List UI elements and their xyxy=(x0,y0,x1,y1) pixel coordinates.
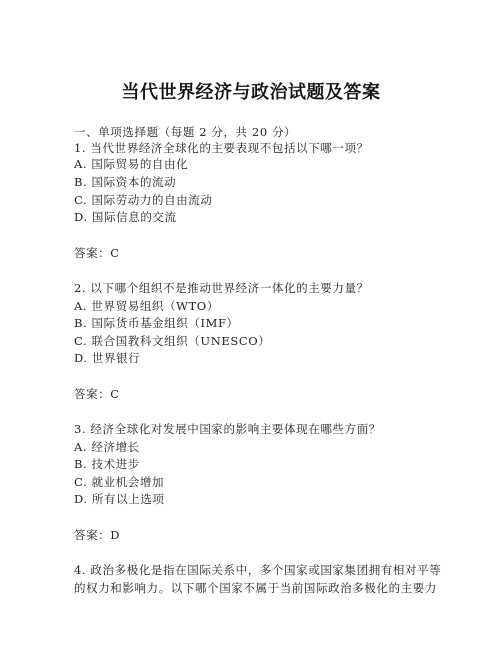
section-heading: 一、单项选择题（每题 2 分，共 20 分） xyxy=(74,125,297,139)
document-title: 当代世界经济与政治试题及答案 xyxy=(121,82,381,103)
question-2-answer: 答案：C xyxy=(74,387,120,401)
question-4-stem-line-2: 的权力和影响力。以下哪个国家不属于当前国际政治多极化的主要力 xyxy=(74,581,437,595)
question-3-answer: 答案：D xyxy=(74,528,121,542)
question-1-option-c: C. 国际劳动力的自由流动 xyxy=(74,193,213,207)
question-2-stem: 2. 以下哪个组织不是推动世界经济一体化的主要力量？ xyxy=(74,281,369,295)
question-1-option-d: D. 国际信息的交流 xyxy=(74,210,177,224)
question-2-option-a: A. 世界贸易组织（WTO） xyxy=(74,299,219,313)
question-1-option-a: A. 国际贸易的自由化 xyxy=(74,157,189,171)
question-3-option-d: D. 所有以上选项 xyxy=(74,492,165,506)
question-2-option-c: C. 联合国教科文组织（UNESCO） xyxy=(74,334,271,348)
question-3-stem: 3. 经济全球化对发展中国家的影响主要体现在哪些方面？ xyxy=(74,422,381,436)
question-4-stem-line-1: 4. 政治多极化是指在国际关系中，多个国家或国家集团拥有相对平等 xyxy=(74,563,442,577)
question-3-option-a: A. 经济增长 xyxy=(74,440,140,454)
question-2-option-b: B. 国际货币基金组织（IMF） xyxy=(74,316,239,330)
question-1-stem: 1. 当代世界经济全球化的主要表现不包括以下哪一项？ xyxy=(74,141,369,155)
question-3-option-c: C. 就业机会增加 xyxy=(74,475,165,489)
question-1-option-b: B. 国际资本的流动 xyxy=(74,175,177,189)
question-2-option-d: D. 世界银行 xyxy=(74,351,141,365)
question-1-answer: 答案：C xyxy=(74,246,120,260)
question-3-option-b: B. 技术进步 xyxy=(74,457,140,471)
